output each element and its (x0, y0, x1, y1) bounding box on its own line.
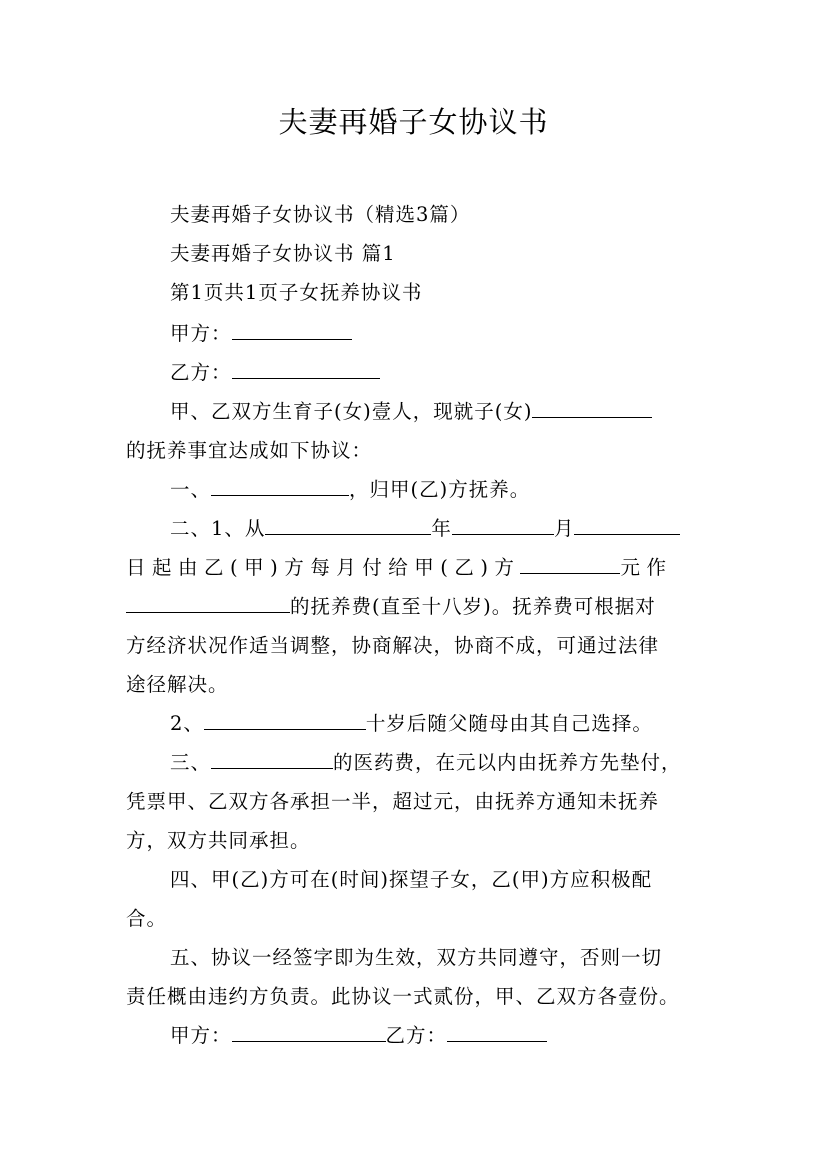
paragraph-text: 元作 (620, 556, 673, 579)
clause-1-line (170, 474, 530, 502)
clause-number: 2、 (170, 712, 204, 735)
party-a-line (170, 318, 352, 346)
month-blank (452, 533, 554, 535)
clause-number: 三、 (170, 751, 212, 774)
document-title: 夫妻再婚子女协议书 (278, 105, 549, 139)
signature-line (170, 1020, 547, 1048)
clause-1-blank (211, 494, 349, 496)
paragraph-text: 甲、乙双方生育子(女)壹人，现就子(女) (170, 400, 533, 423)
party-b-line (170, 357, 380, 385)
paragraph-line: 的抚养事宜达成如下协议： (126, 439, 373, 462)
age-blank (204, 728, 366, 730)
clause-2-2-line (170, 708, 653, 736)
paragraph-line (170, 396, 652, 424)
clause-text: 十岁后随父随母由其自己选择。 (365, 712, 653, 735)
clause-4-line: 四、甲(乙)方可在(时间)探望子女，乙(甲)方应积极配 (170, 868, 653, 891)
party-a-signature-label: 甲方： (170, 1024, 232, 1047)
medical-blank (211, 767, 333, 769)
amount-blank (520, 572, 620, 574)
party-b-blank (232, 377, 380, 379)
subtitle-line: 夫妻再婚子女协议书（精选3篇） (170, 203, 471, 226)
paragraph-line: 方，双方共同承担。 (126, 829, 311, 852)
party-a-blank (232, 338, 352, 340)
clause-text: 的医药费，在元以内由抚养方先垫付， (333, 751, 682, 774)
day-blank (574, 533, 680, 535)
paragraph-line: 途径解决。 (126, 673, 229, 696)
paragraph-line (126, 552, 702, 580)
party-b-signature-blank (447, 1040, 547, 1042)
month-label: 月 (553, 517, 575, 540)
clause-3-line (170, 747, 682, 775)
party-b-label: 乙方： (170, 361, 232, 384)
paragraph-text: 的抚养费(直至十八岁)。抚养费可根据对 (290, 595, 656, 618)
child-name-blank (532, 416, 652, 418)
clause-number: 一、 (170, 478, 212, 501)
page-info-line: 第1页共1页子女抚养协议书 (170, 281, 423, 304)
party-a-signature-blank (232, 1040, 386, 1042)
paragraph-line: 责任概由违约方负责。此协议一式贰份，甲、乙双方各壹份。 (126, 985, 680, 1008)
paragraph-line: 方经济状况作适当调整，协商解决，协商不成，可通过法律 (126, 634, 660, 657)
paragraph-line: 凭票甲、乙双方各承担一半，超过元，由抚养方通知未抚养 (126, 790, 660, 813)
paragraph-text: 日起由乙(甲)方每月付给甲(乙)方 (126, 556, 521, 579)
year-label: 年 (431, 517, 452, 540)
clause-2-line (170, 513, 680, 541)
paragraph-line (126, 591, 656, 619)
clause-5-line: 五、协议一经签字即为生效，双方共同遵守，否则一切 (170, 946, 663, 969)
party-a-label: 甲方： (170, 322, 232, 345)
party-b-signature-label: 乙方： (385, 1024, 448, 1047)
clause-text: ，归甲(乙)方抚养。 (349, 478, 531, 501)
fee-blank (126, 611, 290, 613)
paragraph-line: 合。 (126, 907, 168, 930)
clause-text: 二、1、从 (170, 517, 266, 540)
year-blank (265, 533, 431, 535)
section-heading: 夫妻再婚子女协议书 篇1 (170, 242, 396, 265)
